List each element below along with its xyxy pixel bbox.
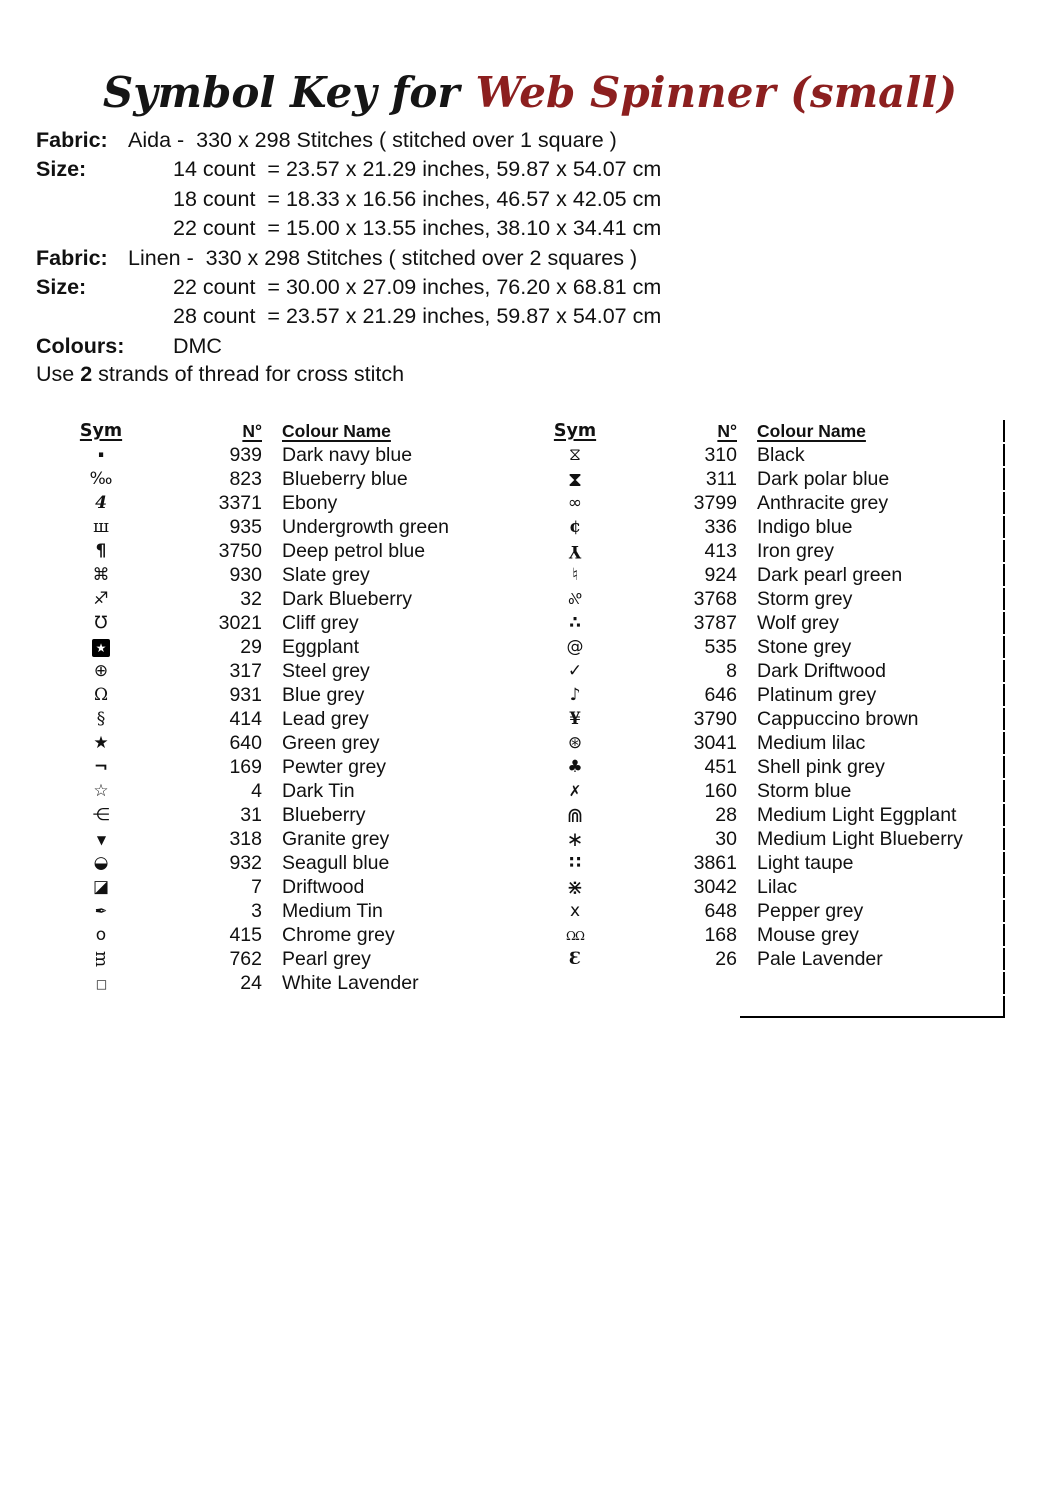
symbol-cell	[540, 708, 610, 730]
table-row	[540, 516, 1005, 538]
symbol-cell	[66, 828, 136, 850]
stitch-symbol-glyph: ⊕	[93, 661, 109, 681]
symbol-cell	[66, 441, 136, 469]
header-num: N°	[717, 421, 737, 441]
stitch-symbol-glyph: ⊛	[567, 733, 583, 753]
info-label: Size:	[36, 157, 87, 182]
info-value: 18 count = 18.33 x 16.56 inches, 46.57 x 42.05 cm	[173, 186, 662, 211]
dmc-number-cell: 168	[704, 924, 737, 946]
table-row	[540, 612, 1005, 634]
table-row	[66, 540, 506, 562]
symbol-cell	[540, 948, 610, 970]
dmc-number-cell: 169	[229, 756, 262, 778]
colour-name-cell: Platinum grey	[757, 684, 877, 706]
symbol-cell	[540, 924, 610, 946]
dmc-number-cell: 28	[715, 804, 737, 826]
dmc-number-cell: 317	[229, 660, 262, 682]
colour-name-cell: Medium Light Blueberry	[757, 828, 963, 850]
table-row	[540, 588, 1005, 610]
colour-name-cell: Cappuccino brown	[757, 708, 919, 730]
dmc-number-cell: 3768	[693, 588, 737, 610]
dmc-number-cell: 646	[704, 684, 737, 706]
table-row	[540, 708, 1005, 730]
stitch-symbol-glyph: ▼	[96, 833, 106, 847]
symbol-cell	[66, 948, 136, 970]
table-row	[66, 948, 506, 970]
dmc-number-cell: 32	[240, 588, 262, 610]
dmc-number-cell: 451	[704, 756, 737, 778]
stitch-symbol-glyph: ΩΩ	[566, 929, 584, 943]
dmc-number-cell: 939	[229, 444, 262, 466]
table-row	[66, 804, 506, 826]
symbol-cell	[66, 492, 136, 514]
table-row	[540, 684, 1005, 706]
stitch-symbol-glyph: □	[95, 977, 107, 991]
table-row	[66, 732, 506, 754]
stitch-symbol-glyph: ⌘	[92, 565, 110, 585]
header-num: N°	[242, 421, 262, 441]
colour-name-cell: Undergrowth green	[282, 516, 449, 538]
symbol-cell	[66, 684, 136, 706]
symbol-cell	[66, 876, 136, 898]
table-row	[66, 564, 506, 586]
colour-name-cell: Dark pearl green	[757, 564, 903, 586]
dmc-number-cell: 336	[704, 516, 737, 538]
colour-name-cell: White Lavender	[282, 972, 419, 994]
table-row	[66, 708, 506, 730]
colour-name-cell: Lead grey	[282, 708, 369, 730]
colour-name-cell: Ebony	[282, 492, 338, 514]
dmc-number-cell: 3042	[693, 876, 737, 898]
stitch-symbol-glyph: ш	[93, 517, 109, 537]
symbol-table-right	[540, 420, 1005, 1020]
colour-name-cell: Light taupe	[757, 852, 854, 874]
stitch-symbol-glyph: %	[567, 590, 583, 608]
symbol-cell	[540, 588, 610, 610]
symbol-cell	[540, 732, 610, 754]
header-sym-cell	[66, 420, 136, 442]
colour-name-cell: Wolf grey	[757, 612, 839, 634]
info-value: Aida - 330 x 298 Stitches ( stitched over 1 square )	[128, 128, 617, 152]
symbol-cell	[540, 636, 610, 658]
stitch-symbol-glyph: ♮	[571, 565, 579, 585]
colour-name-cell: Pewter grey	[282, 756, 387, 778]
colour-name-cell: Granite grey	[282, 828, 390, 850]
table-row	[540, 564, 1005, 586]
colour-name-cell: Anthracite grey	[757, 492, 889, 514]
info-label: Colours:	[36, 333, 125, 358]
table-row	[66, 684, 506, 706]
symbol-cell	[66, 660, 136, 682]
dmc-number-cell: 7	[251, 876, 262, 898]
symbol-cell	[66, 588, 136, 610]
stitch-symbol-glyph: x	[569, 901, 581, 921]
symbol-cell	[540, 828, 610, 850]
dmc-number-cell: 935	[229, 516, 262, 538]
stitch-symbol-glyph: ⧖	[569, 445, 581, 465]
stitch-symbol-glyph: @	[566, 637, 584, 657]
stitch-symbol-glyph: §	[96, 709, 106, 729]
info-label: Fabric:	[36, 245, 108, 270]
colour-name-cell: Seagull blue	[282, 852, 390, 874]
dmc-number-cell: 3787	[693, 612, 737, 634]
colour-name-cell: Driftwood	[282, 876, 365, 898]
symbol-cell	[540, 612, 610, 634]
symbol-cell	[66, 540, 136, 562]
header-sym: Sym	[553, 421, 597, 441]
symbol-cell	[66, 564, 136, 586]
table-row	[540, 540, 1005, 562]
colour-name-cell: Dark polar blue	[757, 468, 890, 490]
table-row	[66, 876, 506, 898]
dmc-number-cell: 930	[229, 564, 262, 586]
stitch-symbol-glyph: ✗	[568, 782, 582, 800]
colour-name-cell: Blueberry	[282, 804, 366, 826]
stitch-symbol-glyph: ♪	[569, 685, 581, 705]
table-row	[66, 636, 506, 658]
dmc-number-cell: 3861	[693, 852, 737, 874]
colour-name-cell: Black	[757, 444, 805, 466]
stitch-symbol-glyph: ℧	[94, 613, 108, 633]
table-row	[540, 756, 1005, 778]
symbol-cell	[66, 900, 136, 922]
symbol-cell	[540, 444, 610, 466]
symbol-cell	[66, 804, 136, 826]
colour-name-cell: Storm grey	[757, 588, 853, 610]
dmc-number-cell: 3021	[218, 612, 262, 634]
stitch-symbol-glyph: ¶	[95, 541, 107, 561]
stitch-symbol-glyph: ∗	[566, 827, 584, 851]
symbol-cell	[540, 492, 610, 514]
dmc-number-cell: 535	[704, 636, 737, 658]
table-row	[66, 924, 506, 946]
colour-name-cell: Dark Tin	[282, 780, 355, 802]
stitch-symbol-glyph: ★	[92, 639, 110, 657]
table-row	[66, 516, 506, 538]
colour-name-cell: Chrome grey	[282, 924, 395, 946]
symbol-cell	[540, 804, 610, 826]
table-header-row	[540, 420, 1005, 442]
table-row	[540, 852, 1005, 874]
table-row	[66, 612, 506, 634]
dmc-number-cell: 31	[240, 804, 262, 826]
symbol-cell	[66, 636, 136, 658]
table-row	[66, 588, 506, 610]
stitch-symbol-glyph: ✒	[94, 902, 108, 920]
table-row	[540, 948, 1005, 970]
symbol-table-left	[66, 420, 506, 996]
colour-name-cell: Deep petrol blue	[282, 540, 426, 562]
info-value: Linen - 330 x 298 Stitches ( stitched over 2 squares )	[128, 245, 638, 270]
stitch-symbol-glyph: ◪	[92, 877, 110, 897]
colour-name-cell: Pale Lavender	[757, 948, 883, 970]
symbol-cell	[540, 468, 610, 490]
dmc-number-cell: 924	[704, 564, 737, 586]
stitch-symbol-glyph: ·	[96, 441, 106, 469]
symbol-cell	[66, 924, 136, 946]
stitch-symbol-glyph: ¬	[93, 757, 109, 777]
page-title	[0, 68, 1060, 117]
header-name-cell	[737, 420, 1003, 442]
info-label: Size:	[36, 274, 87, 299]
table-row	[540, 492, 1005, 514]
table-row	[540, 468, 1005, 490]
stitch-symbol-glyph: ∴	[569, 613, 581, 633]
info-value: 22 count = 30.00 x 27.09 inches, 76.20 x 68.81 cm	[173, 274, 662, 299]
stitch-symbol-glyph: ♐	[93, 589, 109, 609]
table-border-bottom-line	[740, 1016, 1005, 1018]
dmc-number-cell: 3	[251, 900, 262, 922]
info-value: 14 count = 23.57 x 21.29 inches, 59.87 x 54.07 cm	[173, 157, 662, 182]
symbol-cell	[66, 612, 136, 634]
stitch-symbol-glyph: ⋇	[566, 875, 584, 899]
stitch-symbol-glyph: ∞	[567, 493, 583, 513]
stitch-symbol-glyph: ♣	[567, 757, 583, 777]
colour-name-cell: Steel grey	[282, 660, 370, 682]
info-value: 28 count = 23.57 x 21.29 inches, 59.87 x 54.07 cm	[173, 304, 662, 329]
colour-name-cell: Eggplant	[282, 636, 359, 658]
dmc-number-cell: 24	[240, 972, 262, 994]
colour-name-cell: Stone grey	[757, 636, 852, 658]
table-row	[66, 852, 506, 874]
stitch-symbol-glyph: m	[91, 950, 111, 968]
dmc-number-cell: 30	[715, 828, 737, 850]
stitch-symbol-glyph: ⧗	[567, 467, 583, 491]
table-row	[66, 492, 506, 514]
symbol-cell	[66, 468, 136, 490]
symbol-cell	[540, 540, 610, 562]
colour-name-cell: Lilac	[757, 876, 798, 898]
stitch-symbol-glyph: ‰	[89, 469, 113, 489]
table-body	[540, 444, 1005, 1018]
title-pattern-name: Web Spinner (small)	[475, 68, 958, 117]
symbol-cell	[66, 516, 136, 538]
table-row	[540, 780, 1005, 802]
symbol-cell	[66, 852, 136, 874]
dmc-number-cell: 414	[229, 708, 262, 730]
table-row	[66, 468, 506, 490]
stitch-symbol-glyph: ¢	[569, 517, 581, 537]
stitch-symbol-glyph: ★	[93, 733, 109, 753]
symbol-cell	[66, 780, 136, 802]
dmc-number-cell: 823	[229, 468, 262, 490]
dmc-number-cell: 311	[705, 468, 737, 490]
colour-name-cell: Iron grey	[757, 540, 834, 562]
symbol-cell	[66, 756, 136, 778]
colour-name-cell: Blueberry blue	[282, 468, 408, 490]
stitch-symbol-glyph: o	[95, 925, 107, 945]
dmc-number-cell: 931	[229, 684, 262, 706]
dmc-number-cell: 3041	[693, 732, 737, 754]
table-row	[540, 732, 1005, 754]
dmc-number-cell: 3750	[218, 540, 262, 562]
info-value: 22 count = 15.00 x 13.55 inches, 38.10 x 34.41 cm	[173, 216, 662, 241]
header-num-cell	[136, 420, 262, 442]
stitch-symbol-glyph: Ω	[93, 685, 109, 705]
table-header-row	[66, 420, 506, 442]
table-row	[540, 828, 1005, 850]
info-label: Fabric:	[36, 128, 108, 152]
symbol-cell	[540, 876, 610, 898]
table-row	[540, 660, 1005, 682]
strands-prefix: Use	[36, 362, 81, 386]
title-text: Symbol Key for	[102, 68, 460, 117]
colour-name-cell: Blue grey	[282, 684, 365, 706]
empty-table-row	[540, 972, 1005, 994]
colour-name-cell: Mouse grey	[757, 924, 859, 946]
symbol-cell	[540, 516, 610, 538]
table-row	[540, 924, 1005, 946]
header-num-cell	[610, 420, 737, 442]
table-row	[66, 828, 506, 850]
dmc-number-cell: 3371	[218, 492, 262, 514]
table-row	[540, 636, 1005, 658]
stitch-symbol-glyph: ⋒	[566, 803, 584, 827]
table-body	[66, 441, 506, 994]
colour-name-cell: Storm blue	[757, 780, 852, 802]
table-row	[66, 441, 506, 469]
header-colour-name: Colour Name	[282, 421, 391, 441]
dmc-number-cell: 648	[704, 900, 737, 922]
colour-name-cell: Green grey	[282, 732, 380, 754]
table-row	[540, 444, 1005, 466]
symbol-cell	[540, 684, 610, 706]
table-row	[66, 972, 506, 994]
symbol-cell	[540, 852, 610, 874]
dmc-number-cell: 640	[229, 732, 262, 754]
stitch-symbol-glyph: ✓	[567, 661, 583, 681]
colour-name-cell: Dark Blueberry	[282, 588, 413, 610]
dmc-number-cell: 762	[229, 948, 262, 970]
symbol-cell	[66, 732, 136, 754]
strands-suffix: strands of thread for cross stitch	[92, 362, 405, 386]
table-row	[66, 660, 506, 682]
symbol-cell	[540, 900, 610, 922]
dmc-number-cell: 8	[726, 660, 737, 682]
table-row	[540, 876, 1005, 898]
table-row	[66, 756, 506, 778]
colour-name-cell: Indigo blue	[757, 516, 853, 538]
colour-name-cell: Dark Driftwood	[757, 660, 886, 682]
stitch-symbol-glyph: ¥	[569, 709, 581, 729]
stitch-symbol-glyph: Ɛ	[568, 949, 582, 969]
stitch-symbol-glyph: ◒	[93, 853, 109, 873]
colour-name-cell: Pepper grey	[757, 900, 864, 922]
symbol-cell	[540, 660, 610, 682]
dmc-number-cell: 26	[715, 948, 737, 970]
symbol-cell	[540, 780, 610, 802]
stitch-symbol-glyph: Y	[568, 541, 582, 561]
stitch-symbol-glyph: ⋲	[92, 805, 110, 825]
symbol-cell	[540, 756, 610, 778]
dmc-number-cell: 3790	[693, 708, 737, 730]
empty-table-row	[540, 996, 1005, 1018]
colour-name-cell: Dark navy blue	[282, 444, 413, 466]
dmc-number-cell: 413	[704, 540, 737, 562]
header-sym-cell	[540, 420, 610, 442]
table-row	[540, 900, 1005, 922]
dmc-number-cell: 4	[251, 780, 262, 802]
colour-name-cell: Medium lilac	[757, 732, 866, 754]
strands-note	[36, 360, 404, 389]
header-sym: Sym	[79, 421, 123, 441]
symbol-cell	[66, 708, 136, 730]
stitch-symbol-glyph: ∷	[569, 853, 581, 873]
table-row	[66, 780, 506, 802]
dmc-number-cell: 932	[229, 852, 262, 874]
dmc-number-cell: 3799	[693, 492, 737, 514]
colour-name-cell: Medium Light Eggplant	[757, 804, 957, 826]
dmc-number-cell: 310	[704, 444, 737, 466]
table-row	[66, 900, 506, 922]
info-value: DMC	[173, 333, 222, 358]
colour-name-cell: Shell pink grey	[757, 756, 885, 778]
dmc-number-cell: 318	[229, 828, 262, 850]
colour-name-cell: Slate grey	[282, 564, 370, 586]
stitch-symbol-glyph: 4	[95, 493, 107, 513]
dmc-number-cell: 160	[704, 780, 737, 802]
table-row	[540, 804, 1005, 826]
colour-name-cell: Pearl grey	[282, 948, 371, 970]
strands-count: 2	[80, 362, 93, 386]
colour-name-cell: Cliff grey	[282, 612, 359, 634]
header-name-cell	[262, 420, 506, 442]
dmc-number-cell: 415	[229, 924, 262, 946]
symbol-cell	[66, 972, 136, 994]
header-colour-name: Colour Name	[757, 421, 866, 441]
symbol-cell	[540, 564, 610, 586]
stitch-symbol-glyph: ☆	[93, 781, 109, 801]
dmc-number-cell: 29	[240, 636, 262, 658]
colour-name-cell: Medium Tin	[282, 900, 383, 922]
